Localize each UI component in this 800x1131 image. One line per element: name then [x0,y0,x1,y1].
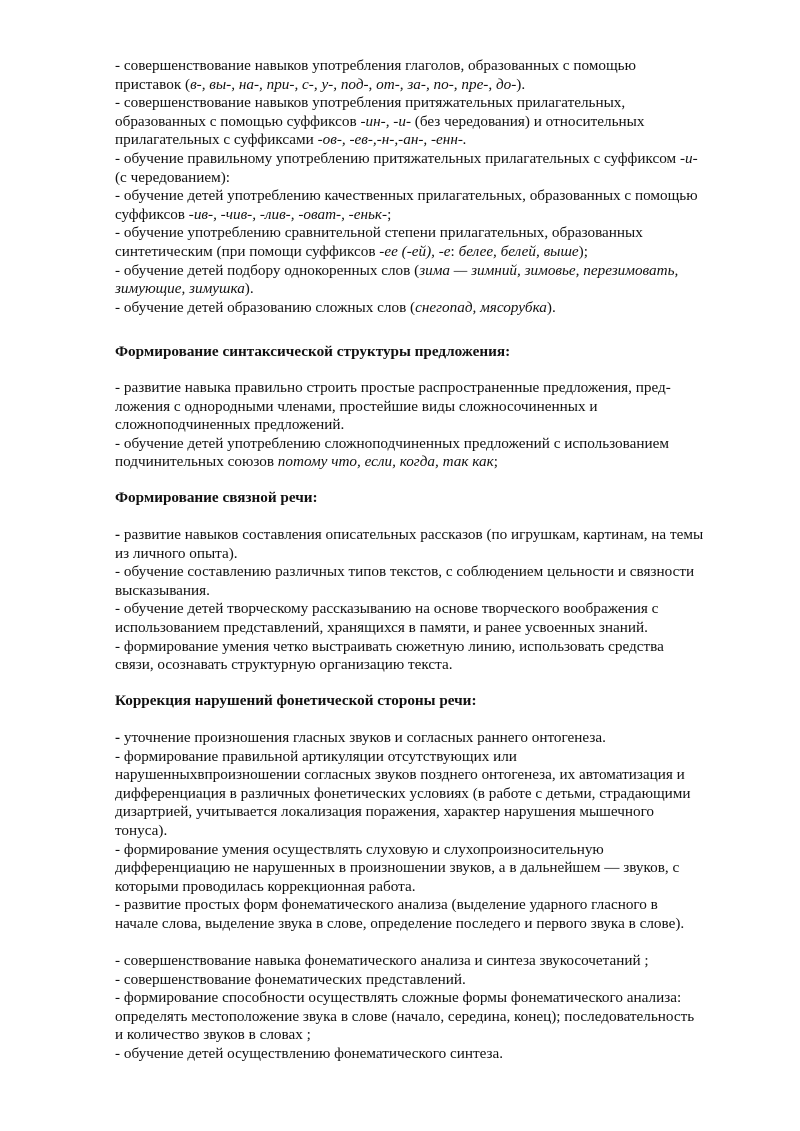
text-run: ). [516,75,526,93]
text-line [115,841,745,860]
text-run: -ин-, -и- [360,112,411,130]
coherent-speech-list [115,526,745,675]
text-line [115,435,745,454]
text-run: - формирование умения четко выстраивать сюжетную линию, использовать средства [115,637,664,655]
text-run: использованием представлений, хранящихся в памяти, и ранее усвоенных знаний. [115,618,648,636]
text-run: и количество звуков в словах ; [115,1026,311,1044]
text-run: ложения с однородными членами, простейшие виды сложносочиненных и [115,397,598,415]
text-line [115,896,745,915]
text-run: - обучение употреблению сравнительной степени прилагательных, образованных [115,224,643,242]
text-run: ; [387,205,392,223]
text-line [115,113,745,132]
text-line [115,262,745,281]
text-line [115,526,745,545]
text-run: ; [493,453,498,471]
text-line [115,243,745,262]
text-run: - [115,526,121,543]
text-run: - развитие простых форм фонематического анализа (выделение ударного гласного в [115,896,658,914]
text-run: подчинительных союзов [115,453,278,471]
text-run: - формирование способности осуществлять сложные формы фонематического анализа: [115,989,682,1007]
text-line [115,1045,745,1064]
text-run: начале слова, выделение звука в слове, определение последего и первого звука в слове). [115,914,685,932]
text-run: ). [546,298,556,316]
text-run: - [115,729,121,746]
text-line [115,878,745,897]
text-line [115,638,745,657]
text-run: (с чередованием): [115,168,231,186]
syntax-list [115,379,745,472]
text-run: - обучение правильному употреблению притяжательных прилагательных с суффиксом [115,149,680,167]
text-run: ). [244,280,254,298]
text-run: снегопад, мясорубка [415,298,547,316]
text-line [115,785,745,804]
text-line [115,280,745,299]
text-run: белее, белей, выше [458,242,579,260]
text-run: -ее (-ей), -е [379,242,451,260]
phonemic-analysis-list [115,952,745,1064]
text-line [115,729,745,748]
text-run: дифференциацию не нарушенных в произношении звуков, а в дальнейшем — звуков, с [115,859,680,877]
text-line [115,971,745,990]
text-run: нарушенныхвпроизношении согласных звуков позднего онтогенеза, их автоматизация и [115,766,685,784]
text-line [115,656,745,675]
text-line [115,766,745,785]
text-line [115,169,745,188]
text-line [115,989,745,1008]
text-run: связи, осознавать структурную организацию текста. [115,656,453,674]
text-line [115,803,745,822]
text-run: - обучение детей употреблению качественных прилагательных, образованных с помощью [115,187,698,205]
text-line [115,94,745,113]
text-line [115,545,745,564]
text-line [115,150,745,169]
text-line [115,822,745,841]
text-run: которыми проводилась коррекционная работа. [115,877,416,895]
text-run: уточнение произношения гласных звуков и согласных раннего онтогенеза. [120,729,606,746]
text-line [115,206,745,225]
text-run: приставок ( [115,75,191,93]
text-run: образованных с помощью суффиксов [115,112,361,130]
text-run: - обучение детей образованию сложных слов ( [115,298,416,316]
text-run: - обучение детей творческому рассказыванию на основе творческого воображения с [115,600,659,618]
text-run: дизартрией, учитывается локализация поражения, характер нарушения мышечного [115,803,655,821]
text-line [115,915,745,934]
text-run: сложноподчиненных предложений. [115,416,345,434]
heading-coherent-speech: Формирование связной речи: [115,489,318,506]
text-run: высказывания. [115,581,210,599]
text-line [115,131,745,150]
text-line [115,563,745,582]
text-line [115,57,745,76]
text-line [115,453,745,472]
text-run: -ов-, -ев-,-н-,-ан-, -енн-. [317,131,467,149]
word-formation-list [115,57,745,317]
text-run: - формирование правильной артикуляции отсутствующих или [115,747,517,765]
text-run: потому что, если, когда, так как [277,453,494,471]
text-run: - формирование умения осуществлять слуховую и слухопроизносительную [115,840,604,858]
text-run: - совершенствование навыков употребления притяжательных прилагательных, [115,94,626,112]
text-line [115,398,745,417]
heading-phonetics: Коррекция нарушений фонетической стороны речи: [115,692,477,709]
text-run: зимующие, зимушка [115,280,245,298]
text-run: - обучение детей употреблению сложноподчиненных предложений с использованием [115,434,669,452]
text-run: зима — зимний, зимовье, перезимовать, [419,261,679,279]
text-line [115,859,745,878]
text-run: в-, вы-, на-, при-, с-, у-, под-, от-, за-, по-, пре-, до- [190,75,517,93]
text-line [115,748,745,767]
text-run: ); [578,242,588,260]
text-run: дифференциация в различных фонетических условиях (в работе с детьми, страдающими [115,784,691,802]
text-line [115,582,745,601]
text-line [115,1008,745,1027]
text-line [115,416,745,435]
text-run: суффиксов [115,205,189,223]
text-run: - совершенствование навыка фонематического анализа и синтеза звукосочетаний ; [115,952,649,969]
text-run: - обучение детей подбору однокоренных слов ( [115,261,420,279]
text-run: : [450,242,459,260]
text-run: (без чередования) и относительных [411,112,645,130]
text-line [115,224,745,243]
text-run: - развитие навыка правильно строить простые распространенные предложения, пред- [115,379,671,396]
text-line [115,76,745,95]
text-run: - совершенствование фонематических представлений. [115,970,466,988]
text-line [115,600,745,619]
text-line [115,619,745,638]
heading-syntax: Формирование синтаксической структуры предложения: [115,343,511,360]
text-line [115,952,745,971]
text-run: тонуса). [115,821,168,839]
text-run: -ив-, -чив-, -лив-, -оват-, -еньк- [188,205,388,223]
text-run: прилагательных с суффиксами [115,131,318,149]
text-run: -и- [679,149,698,167]
text-line [115,299,745,318]
text-run: - совершенствование навыков употребления глаголов, образованных с помощью [115,57,636,74]
text-run: развитие навыков составления описательных рассказов (по игрушкам, картинам, на темы [120,526,704,543]
text-line [115,379,745,398]
text-run: - обучение детей осуществлению фонематического синтеза. [115,1044,504,1062]
text-line [115,187,745,206]
text-line [115,1026,745,1045]
phonetics-list [115,729,745,934]
text-run: из личного опыта). [115,544,238,562]
text-run: синтетическим (при помощи суффиксов [115,242,380,260]
text-run: - обучение составлению различных типов текстов, с соблюдением цельности и связности [115,563,695,581]
text-run: определять местоположение звука в слове (начало, середина, конец); последовательность [115,1007,695,1025]
